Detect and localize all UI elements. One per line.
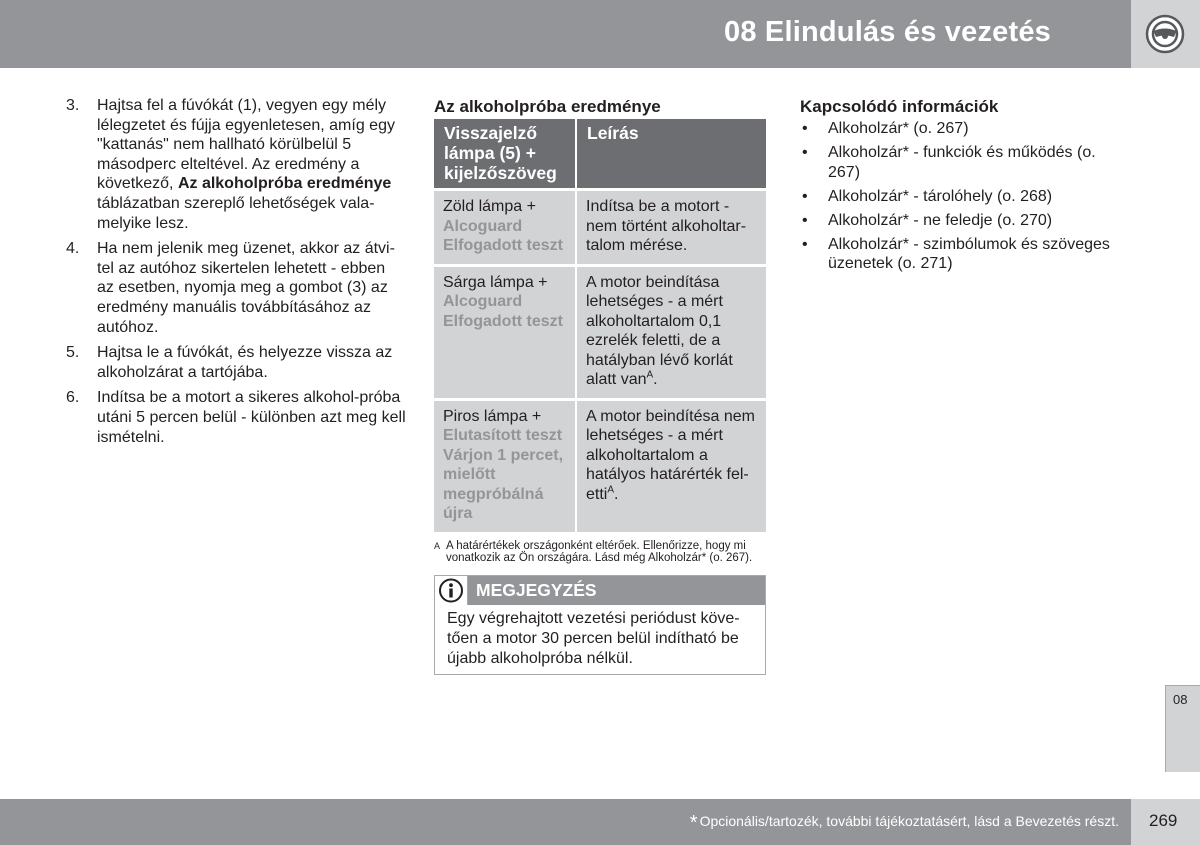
chapter-title: 08 Elindulás és vezetés (724, 16, 1051, 48)
column-header-lamp: Visszajelző lámpa (5) + kijelzőszöveg (434, 119, 576, 190)
related-info-text[interactable]: Alkoholzár* (o. 267) (828, 120, 969, 137)
result-section (434, 96, 766, 675)
step-text-segment: Hajtsa le a fúvókát, és helyezze vissza az alkoholzárat a tartójába. (97, 344, 393, 381)
footer-star: * (689, 812, 698, 834)
steering-wheel-icon (1145, 14, 1185, 54)
page-number: 269 (1149, 811, 1178, 830)
description-text: Indítsa be a motort - nem történt alkoholtar-talom mérése. (586, 198, 747, 254)
related-info-link[interactable] (800, 235, 1120, 274)
lamp-color: Zöld lámpa + (443, 198, 536, 215)
lamp-color: Piros lámpa + (443, 407, 542, 425)
lamp-color: Sárga lámpa + (443, 273, 548, 291)
related-info-title: Kapcsolódó információk (800, 97, 999, 116)
related-info-section (800, 96, 1120, 278)
step-number: 5. (66, 344, 80, 362)
display-message: Elutasított teszt Várjon 1 percet, mielőtt megpróbálná újra (443, 427, 564, 522)
related-info-text[interactable]: Alkoholzár* - ne feledje (o. 270) (828, 211, 1053, 229)
column-header-description: Leírás (576, 119, 766, 190)
step-item (66, 96, 406, 233)
step-number: 6. (66, 389, 80, 407)
description-cell: A motor beindítása lehetséges - a mért alkoholtartalom 0,1 ezrelék feletti, de a hatályban lévő korlát alatt van$^A$. (576, 265, 766, 399)
lamp-cell (434, 265, 576, 399)
lamp-cell (434, 399, 576, 532)
footer-note (690, 812, 1119, 835)
step-text (97, 240, 395, 335)
bullet-icon: • (802, 120, 808, 137)
related-info-list (800, 119, 1120, 274)
step-text (97, 344, 392, 381)
bullet-icon: • (802, 187, 808, 205)
step-item (66, 388, 406, 447)
note-header (435, 576, 765, 605)
step-number: 4. (66, 240, 80, 258)
related-info-text[interactable]: Alkoholzár* - szimbólumok és szöveges üzenetek (o. 271) (828, 235, 1110, 272)
related-info-link[interactable] (800, 119, 1120, 139)
lamp-cell (434, 190, 576, 266)
footer-note-text: Opcionális/tartozék, további tájékoztatásért, lásd a Bevezetés részt. (699, 813, 1119, 829)
display-message: Alcoguard Elfogadott teszt (443, 293, 563, 330)
table-footnote (434, 540, 766, 565)
footnote-ref: A (607, 484, 615, 496)
bullet-icon: • (802, 211, 808, 229)
description-text: A motor beindítása lehetséges - a mért alkoholtartalom 0,1 ezrelék feletti, de a hatályban lévő korlát alatt van (586, 273, 733, 388)
related-info-link[interactable] (800, 187, 1120, 207)
result-table-row (434, 265, 766, 399)
result-table-row (434, 190, 766, 266)
result-table-row (434, 399, 766, 532)
note-box (434, 575, 766, 675)
chapter-side-tab (1165, 685, 1200, 772)
note-title: MEGJEGYZÉS (476, 580, 597, 601)
chapter-side-tab-label: 08 (1173, 692, 1188, 707)
step-item (66, 239, 406, 337)
page-number-box (1131, 799, 1200, 845)
display-message: Alcoguard Elfogadott teszt (443, 217, 563, 254)
related-info-text[interactable]: Alkoholzár* - funkciók és működés (o. 267) (828, 144, 1096, 181)
step-text-bold: Az alkoholpróba eredménye (177, 175, 392, 193)
footnote-text: A határértékek országonként eltérőek. Ellenőrizze, hogy mi vonatkozik az Ön országára. Lásd még Alkoholzár* (o. 267). (446, 539, 753, 564)
note-body: Egy végrehajtott vezetési periódust köve-tően a motor 30 percen belül indítható be újabb alkoholpróba nélkül. (447, 610, 740, 667)
step-text-segment: táblázatban szereplő lehetőségek vala-melyike lesz. (97, 194, 375, 232)
result-table-title: Az alkoholpróba eredménye (434, 97, 661, 116)
step-text (97, 389, 406, 445)
result-table (434, 119, 766, 532)
related-info-link[interactable] (800, 143, 1120, 182)
result-table-header-row (434, 119, 766, 190)
bullet-icon: • (802, 235, 808, 253)
step-text-segment: Ha nem jelenik meg üzenet, akkor az átvi-tel az autóhoz sikertelen lehetett - ebben az esetben, nyomja meg a gombot (3) az eredmény manuális továbbításához az autóhoz. (97, 240, 395, 336)
chapter-header-bar (0, 0, 1131, 68)
chapter-icon-box (1131, 0, 1200, 68)
description-cell: A motor beindítésa nem lehetséges - a mért alkoholtartalom a hatályos határérték fel-etti$^A$. (576, 399, 766, 532)
steps-list (66, 96, 406, 453)
related-info-link[interactable] (800, 211, 1120, 231)
footer-bar (0, 799, 1131, 845)
step-number: 3. (66, 97, 80, 114)
footnote-ref: A (646, 369, 654, 381)
step-item (66, 343, 406, 382)
bullet-icon: • (802, 144, 808, 161)
description-cell (576, 190, 766, 266)
step-text-segment: Indítsa be a motort a sikeres alkohol-próba utáni 5 percen belül - különben azt meg kell ismételni. (97, 389, 406, 446)
step-text (97, 97, 395, 232)
description-text: A motor beindítésa nem lehetséges - a mért alkoholtartalom a hatályos határérték fel-etti (586, 407, 755, 503)
related-info-text[interactable]: Alkoholzár* - tárolóhely (o. 268) (828, 187, 1053, 205)
step-text-segment: Hajtsa fel a fúvókát (1), vegyen egy mély lélegzetet és fújja egyenletesen, amíg egy "kattanás" nem hallható körülbelül 5 másodperc elteltével. Az eredmény a következő, (97, 97, 395, 193)
info-icon (435, 576, 468, 605)
footnote-mark: A (434, 540, 441, 551)
